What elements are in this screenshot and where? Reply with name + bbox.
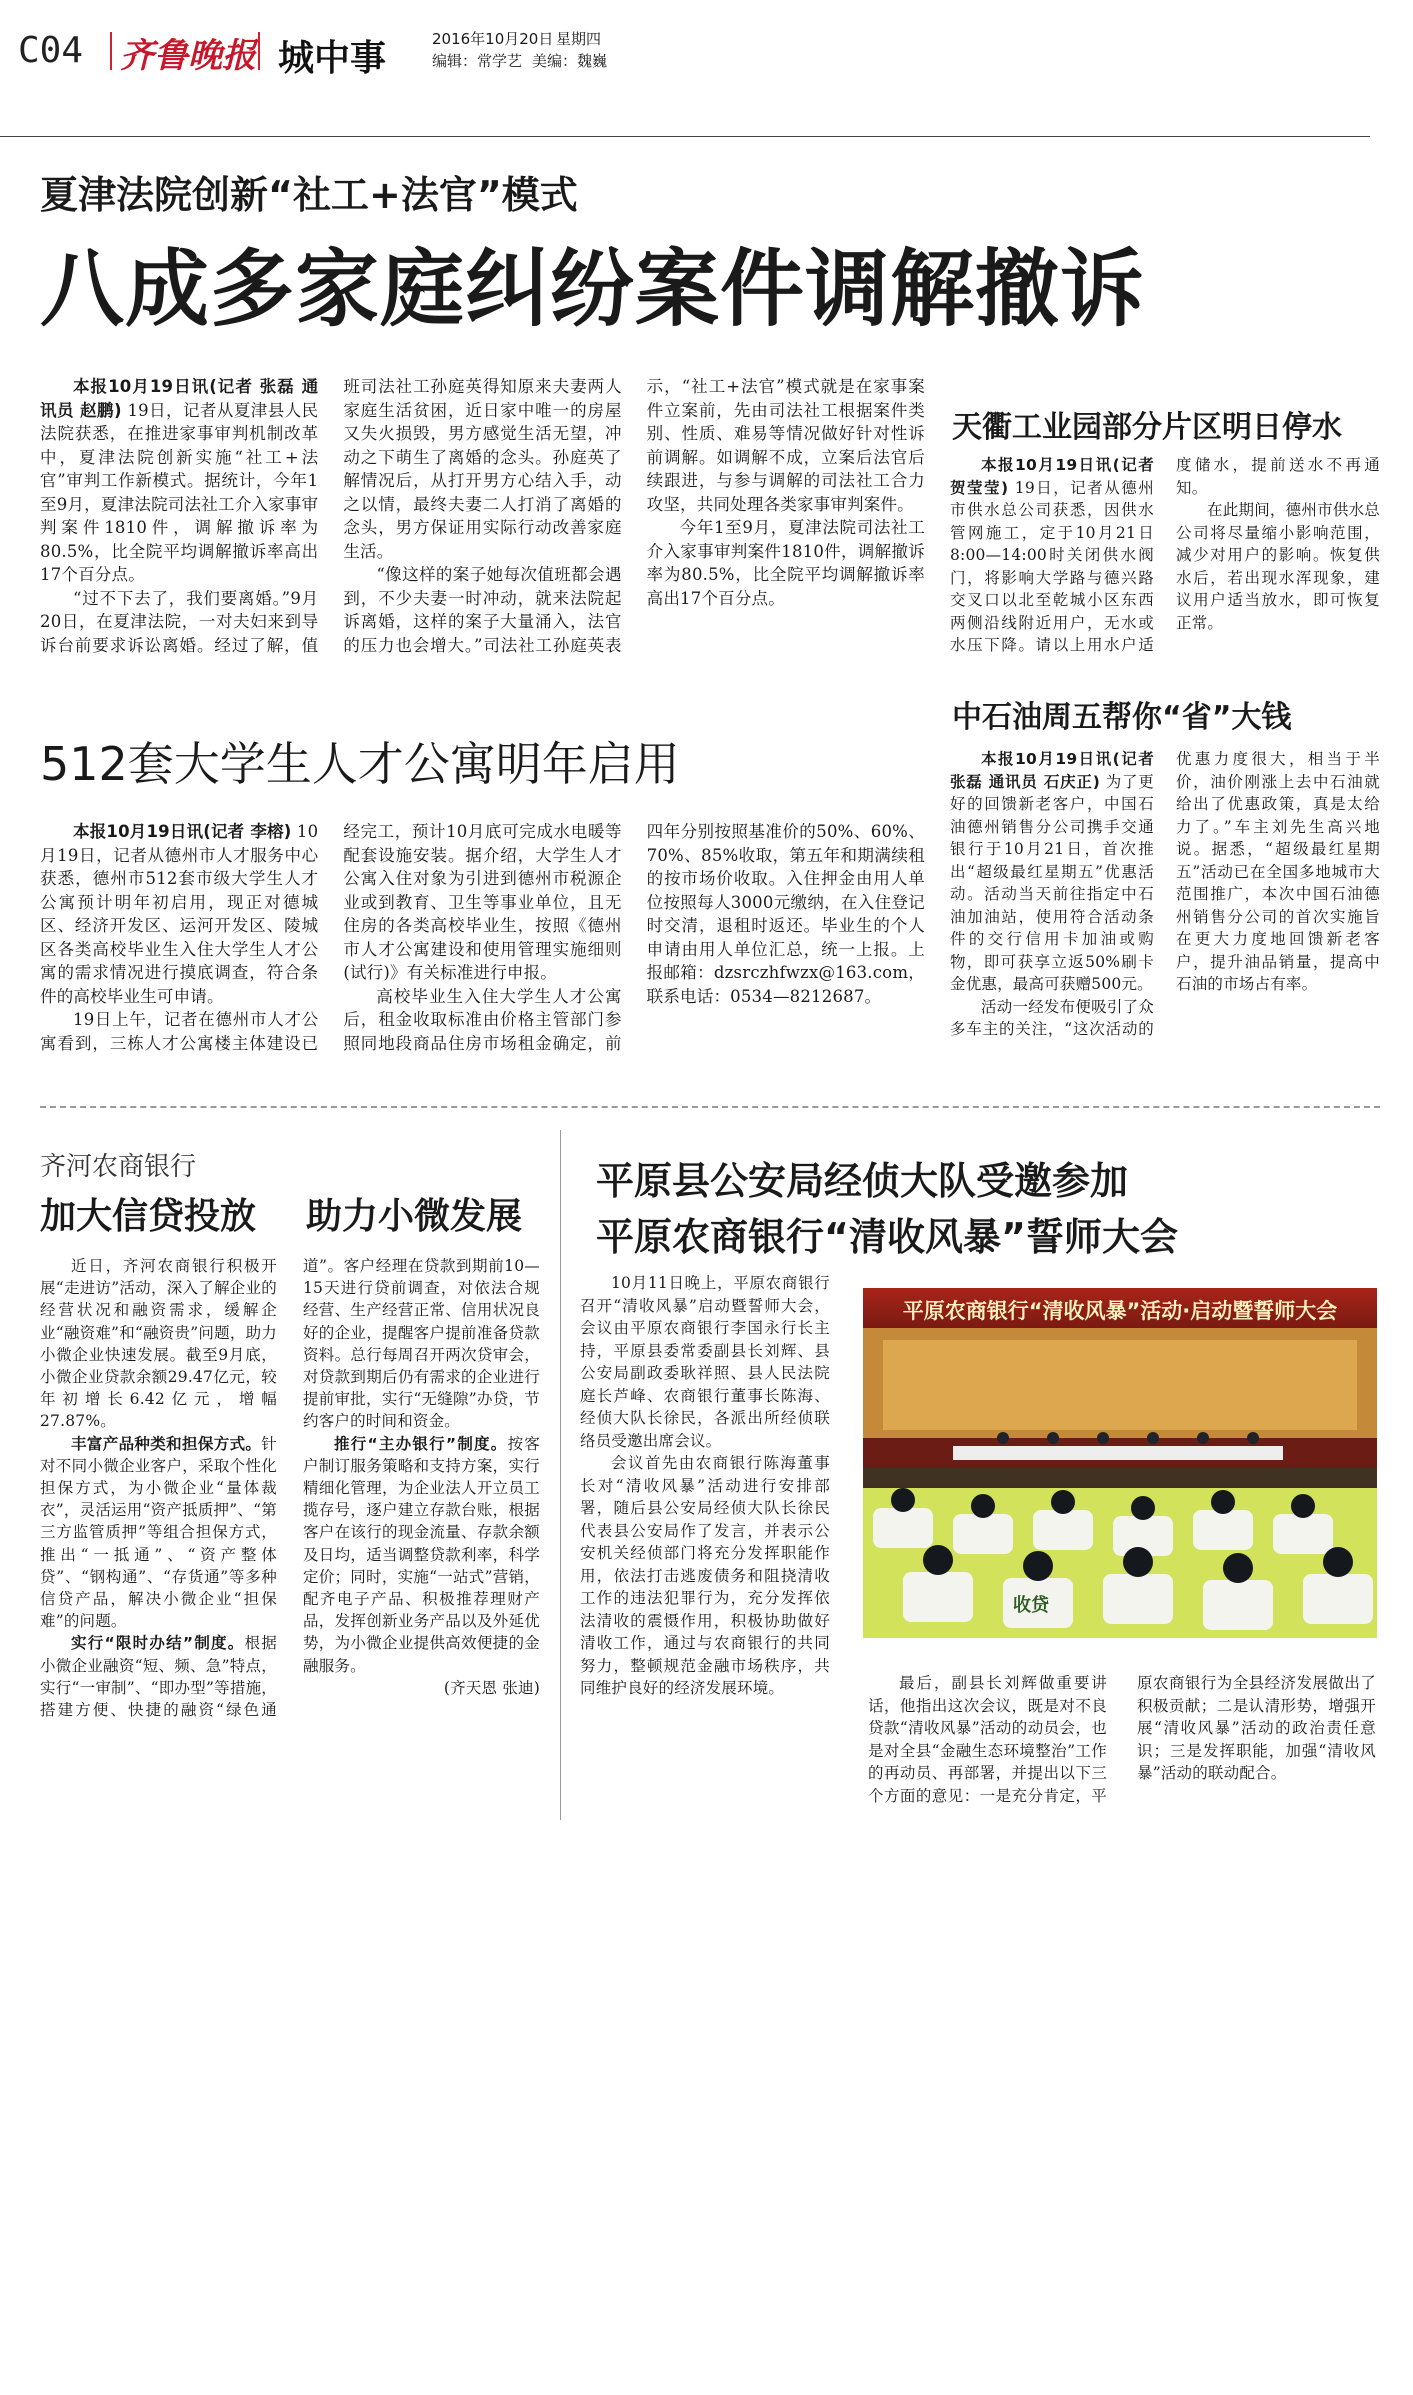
bank-headline-b: 助力小微发展	[306, 1196, 523, 1237]
lead-body	[40, 375, 925, 670]
lead-paragraph: “像这样的案子她每次值班都会遇到，不少夫妻一时冲动，就来法院起诉离婚，这样的案子大量涌入，法官的压力也会增大。”司法社工孙庭英表示，“社工+法官”模式就是在家事案件立案前，先由司法社工根据案件类别、性质、难易等情况做好针对性诉前调解。如调解不成，立案后法官后续跟进，与参与调解的司法社工合力攻坚，共同处理各类家事审判案件。	[343, 377, 925, 655]
bank-source: 齐河农商银行	[40, 1152, 197, 1182]
water-paragraph: 在此期间，德州市供水总公司将尽量缩小影响范围，减少对用户的影响。恢复供水后，若出现水浑现象，建议用户适当放水，即可恢复正常。	[1176, 501, 1380, 632]
water-dateline: 本报10月19日讯(记者 贺莹莹)	[950, 456, 1154, 497]
issue-date: 2016年10月20日	[432, 30, 554, 48]
housing-dateline: 本报10月19日讯(记者 李榕)	[73, 822, 292, 841]
water-headline: 天衢工业园部分片区明日停水	[952, 410, 1342, 445]
oil-paragraph: 为了更好的回馈新老客户，中国石油德州销售分公司携手交通银行于10月21日，首次推出“超级最红星期五”优惠活动。活动当天前往指定中石油加油站，使用符合活动条件的交行信用卡加油或购物，即可获享立返50%刷卡金优惠，最高可获赠500元。	[950, 772, 1154, 993]
police-paragraph: 最后，副县长刘辉做重要讲话，他指出这次会议，既是对不良贷款“清收风暴”活动的动员会，也是对全县“金融生态环境整治”工作的再动员、再部署，并提出以下三个方面的意见：一是充分肯定，平原农商银行为全县经济发展做出了积极贡献；二是认清形势，增强开展“清收风暴”活动的政治责任意识；三是发挥职能，加强“清收风暴”活动的联动配合。	[868, 1674, 1376, 1805]
police-paragraph: 10月11日晚上，平原农商银行召开“清收风暴”启动暨誓师大会，会议由平原农商银行李国永行长主持，平原县委常委副县长刘辉、县公安局副政委耿祥照、县人民法院庭长芦峰、农商银行董事长陈海、经侦大队长徐民，各派出所经侦联络员受邀出席会议。	[580, 1274, 830, 1450]
lead-dateline: 本报10月19日讯(记者 张磊 通讯员 赵鹏)	[40, 377, 319, 420]
bank-subhead: 丰富产品种类和担保方式。	[71, 1434, 262, 1453]
oil-headline: 中石油周五帮你“省”大钱	[952, 700, 1292, 735]
housing-body	[40, 820, 925, 1080]
police-paragraph: 会议首先由农商银行陈海董事长对“清收风暴”活动进行安排部署，随后县公安局经侦大队长徐民代表县公安局作了发言，并表示公安机关经侦部门将充分发挥职能作用，依法打击逃废债务和阻挠清收工作的违法犯罪行为，充分发挥依法清收的震慑作用，积极协助做好清收工作，通过与农商银行的共同努力，整顿规范金融市场秩序，共同维护良好的经济发展环境。	[580, 1454, 830, 1697]
column-divider	[560, 1130, 561, 1820]
oil-paragraph: 活动一经发布便吸引了众多车主的关注，“这次活动的优惠力度很大，相当于半价，油价刚涨上去中石油就给出了优惠政策，真是太给力了。”车主刘先生高兴地说。据悉，“超级最红星期五”活动已在全国多地城市大范围推广，本次中国石油德州销售分公司的首次实施旨在更大力度地回馈新老客户，提升油品销量，提高中石油的市场占有率。	[950, 750, 1380, 1038]
bank-paragraph: 针对不同小微企业客户，采取个性化担保方式，为小微企业“量体裁衣”，灵活运用“资产抵质押”、“第三方监管质押”等组合担保方式，推出“一抵通”、“资产整体贷”、“钢构通”、“存货通”等多种信贷产品，解决小微企业“担保难”的问题。	[40, 1434, 277, 1631]
housing-paragraph: 高校毕业生入住大学生人才公寓后，租金收取标准由价格主管部门参照同地段商品住房市场租金确定，前四年分别按照基准价的50%、60%、70%、85%收取，第五年和期满续租的按市场价收取。入住押金由用人单位按照每人3000元缴纳，在入住登记时交清，退租时返还。毕业生的个人申请由用人单位汇总，统一上报。上报邮箱：dzsrczhfwzx@163.com，联系电话：0534—8212687。	[343, 822, 925, 1053]
lead-kicker: 夏津法院创新“社工+法官”模式	[40, 173, 578, 217]
bank-subhead: 推行“主办银行”制度。	[334, 1434, 508, 1453]
meeting-photo-graphic	[863, 1288, 1377, 1638]
police-body-left	[580, 1272, 830, 1820]
top-rule	[0, 136, 1370, 137]
page-code: C04	[18, 30, 84, 71]
housing-paragraph: 19日上午，记者在德州市人才公寓看到，三栋人才公寓楼主体建设已经完工，预计10月底可完成水电暖等配套设施安装。据介绍，大学生人才公寓入住对象为引进到德州市税源企业或到教育、卫生等事业单位，且无住房的各类高校毕业生，按照《德州市人才公寓建设和使用管理实施细则(试行)》有关标准进行申报。	[40, 822, 622, 1053]
lead-paragraph: 今年1至9月，夏津法院司法社工介入家事审判案件1810件，调解撤诉率为80.5%，比全院平均调解撤诉率高出17个百分点。	[646, 518, 925, 608]
meeting-photo	[863, 1288, 1377, 1638]
photo-vest-text: 收贷	[1013, 1595, 1049, 1616]
water-paragraph: 19日，记者从德州市供水总公司获悉，因供水管网施工，定于10月21日8:00—14:00时关闭供水阀门，将影响大学路与德兴路交叉口以北至乾城小区东西两侧沿线附近用户，无水或水压下降。请以上用水户适度储水，提前送水不再通知。	[950, 456, 1380, 654]
section-divider	[40, 1106, 1380, 1108]
police-headline-line1: 平原县公安局经侦大队受邀参加	[596, 1159, 1129, 1203]
lead-paragraph: “过不下去了，我们要离婚。”9月20日，在夏津法院，一对夫妇来到导诉台前要求诉讼离婚。经过了解，值班司法社工孙庭英得知原来夫妻两人家庭生活贫困，近日家中唯一的房屋又失火损毁，男方感觉生活无望，冲动之下萌生了离婚的念头。孙庭英了解情况后，从打开男方心结入手，动之以情，最终夫妻二人打消了离婚的念头，男方保证用实际行动改善家庭生活。	[40, 377, 622, 655]
oil-dateline: 本报10月19日讯(记者 张磊 通讯员 石庆正)	[950, 750, 1154, 791]
issue-weekday: 星期四	[556, 30, 602, 48]
masthead-divider	[110, 32, 112, 70]
masthead-divider	[258, 32, 260, 70]
police-headline-line2: 平原农商银行“清收风暴”誓师大会	[596, 1215, 1178, 1259]
lead-headline: 八成多家庭纠纷案件调解撤诉	[40, 240, 1146, 338]
bank-headline-a: 加大信贷投放	[40, 1196, 257, 1237]
bank-body	[40, 1255, 540, 1815]
lead-paragraph: 19日，记者从夏津县人民法院获悉，在推进家事审判机制改革中，夏津法院创新实施“社工+法官”审判工作新模式。据统计，今年1至9月，夏津法院司法社工介入家事审判案件1810件，调解撤诉率为80.5%，比全院平均调解撤诉率高出17个百分点。	[40, 400, 319, 584]
bank-paragraph: 根据小微企业融资“短、频、急”特点，实行“一审制”、“即办型”等措施，搭建方便、快捷的融资“绿色通道”。客户经理在贷款到期前10—15天进行贷前调查，对依法合规经营、生产经营正常、信用状况良好的企业，提醒客户提前准备贷款资料。总行每周召开两次贷审会，对贷款到期后仍有需求的企业进行提前审批，实行“无缝隙”办贷，节约客户的时间和资金。	[40, 1257, 540, 1720]
bank-paragraph: 按客户制订服务策略和支持方案，实行精细化管理，为企业法人开立员工揽存号，逐户建立存款台账，根据客户在该行的现金流量、存款余额及日均，适当调整贷款利率，科学定价；同时，实施“一站式”营销，配齐电子产品、积极推荐理财产品，发挥创新业务产品以及外延优势，为小微企业提供高效便捷的金融服务。	[303, 1434, 540, 1675]
photo-banner-text: 平原农商银行“清收风暴”活动·启动暨誓师大会	[902, 1299, 1338, 1323]
bank-paragraph: 近日，齐河农商银行积极开展“走进访”活动，深入了解企业的经营状况和融资需求，缓解企业“融资难”和“融资贵”问题，助力小微企业快速发展。截至9月底，小微企业贷款余额29.47亿元，较年初增长6.42亿元，增幅27.87%。	[40, 1257, 277, 1431]
bank-subhead: 实行“限时办结”制度。	[71, 1634, 245, 1653]
bank-byline: (齐天恩 张迪)	[443, 1678, 540, 1697]
oil-body	[950, 748, 1380, 1082]
housing-paragraph: 10月19日，记者从德州市人才服务中心获悉，德州市512套市级大学生人才公寓预计明年初启用，现正对德城区、经济开发区、运河开发区、陵城区各类高校毕业生入住大学生人才公寓的需求情况进行摸底调查，符合条件的高校毕业生可申请。	[40, 822, 319, 1006]
housing-headline: 512套大学生人才公寓明年启用	[40, 737, 680, 791]
editor-credit: 编辑：常学艺	[432, 52, 523, 70]
art-editor-credit: 美编：魏巍	[532, 52, 608, 70]
water-body	[950, 454, 1380, 666]
section-title: 城中事	[278, 38, 387, 79]
police-body-right	[868, 1672, 1376, 1820]
paper-logo: 齐鲁晚报	[120, 36, 256, 76]
